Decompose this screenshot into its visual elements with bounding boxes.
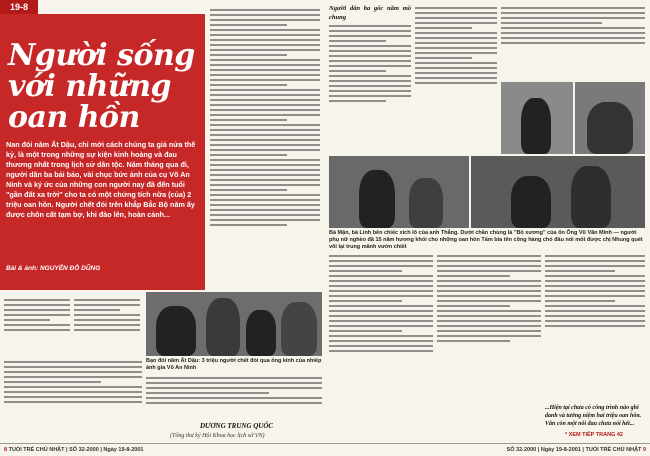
- article-column-2: [4, 296, 70, 352]
- photo-caption: Bạn đói năm Ất Dậu: 3 triệu người chết đói qua ống kính của nhiếp ảnh gia Võ An Ninh: [146, 358, 322, 371]
- right-subhead: Người dân ba gốc năm mồ chung: [329, 5, 411, 21]
- photo-collage-4: [471, 156, 645, 228]
- byline: Bài & ảnh: NGUYỄN ĐỖ DŨNG: [6, 265, 101, 272]
- right-footer: SỐ 32-2000 | Ngày 19-8-2001 | TUỔI TRẺ CHỦ NHẬT 9: [325, 443, 650, 456]
- left-footer: 8 TUỔI TRẺ CHỦ NHẬT | SỐ 32-2000 | Ngày 19-8-2001: [0, 443, 325, 456]
- headline: Người sống với những oan hồn: [8, 38, 195, 135]
- photo-collage-3: [329, 156, 469, 228]
- continue-label: * XEM TIẾP TRANG 42: [565, 432, 623, 438]
- right-column-4: [329, 252, 433, 432]
- left-footer-issue: SỐ 32-2000: [69, 447, 99, 453]
- right-page: [325, 0, 650, 456]
- right-column-6: [545, 252, 645, 402]
- photo-collage-1: [501, 82, 573, 154]
- left-footer-title: TUỔI TRẺ CHỦ NHẬT: [8, 447, 65, 453]
- pullquote-note: (Tổng thư ký Hội Khoa học lịch sử VN): [170, 433, 265, 439]
- headline-box: [0, 14, 205, 290]
- right-page-number: 9: [642, 447, 646, 453]
- right-column-1: [329, 4, 411, 154]
- right-footer-issue: SỐ 32-2000: [506, 447, 537, 453]
- article-column-3: [74, 296, 140, 352]
- article-bottom-left: [4, 358, 142, 432]
- famine-photo: [146, 292, 322, 356]
- photo-collage-2: [575, 82, 645, 154]
- article-bottom-right: [146, 374, 322, 422]
- right-column-5: [437, 252, 541, 432]
- right-footer-date: Ngày 19-8-2001: [540, 447, 581, 453]
- section-tag: 19-8: [0, 0, 38, 14]
- right-footer-title: TUỔI TRẺ CHỦ NHẬT: [585, 447, 642, 453]
- pullquote-author: DƯƠNG TRUNG QUỐC: [200, 422, 274, 430]
- right-column-3: [501, 4, 645, 80]
- lead-paragraph: Nan đói năm Ất Dậu, chỉ mới cách chúng ta giả nửa thế kỷ, là một trong những sự kiện kinh hoàng và đau thương nhất trong lịch sử dân tộc. Năm tháng qua đi, người dân ba bải bảo, vài chục bức ảnh của cụ Võ An Ninh và ký ức của những con người nay đã đến tuổi "gần đất xa trời" cho ta có một chứng tích nữa (của) 2 triệu oan hồn. Người chết đói trên khắp Bắc Bộ năm ấy được chôn cất tạm bợ, khi đào lên, hoàn cảnh...: [6, 140, 196, 219]
- left-page-number: 8: [4, 447, 8, 453]
- article-column-1: [210, 6, 320, 290]
- left-footer-date: Ngày 19-8-2001: [103, 447, 144, 453]
- right-pullquote: ...Hiện tại chưa có công trình nào ghi danh và tưởng niệm hai triệu oan hồn. Vẫn còn một nỗi đau chưa nói hết...: [545, 405, 642, 427]
- right-column-2: [415, 4, 497, 154]
- photo-collage-caption: Bà Mận, bà Linh bên chiếc xích lô của anh Thắng. Dưới chân chùng là "Bồ xương" của ổn Ông Vũ Văn Minh — người phụ nữ nghèo đã 15 năm hương khói cho những oan hồn Tấm bia tên công hàng chó đấu nối mốt được chị Nhung quét vôi lại trung mãnh vườn chiết: [329, 230, 643, 250]
